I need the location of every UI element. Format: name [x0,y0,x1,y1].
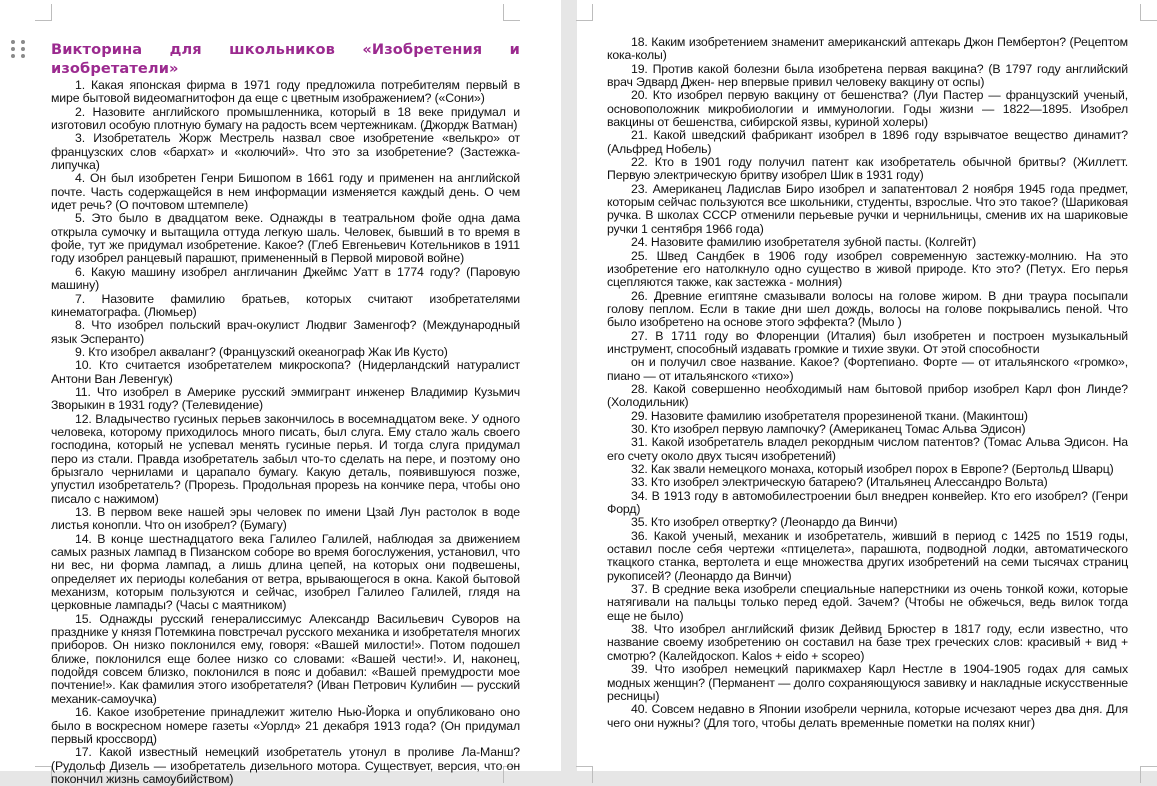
drag-handle-icon[interactable] [11,40,27,60]
margin-corner-mark [503,4,520,21]
quiz-question: 33. Кто изобрел электрическую батарею? (Итальянец Алессандро Вольта) [631,475,1048,490]
question-list-right [607,36,1128,730]
quiz-question: 2. Назовите английского промышленника, который в 18 веке придумал и изготовил особую плотную бумагу на радость всем чертежникам. (Джордж Ватман) [51,104,520,133]
quiz-question: 5. Это было в двадцатом веке. Однажды в театральном фойе одна дама открыла сумочку и вытащила оттуда легкую шаль. Человек, бывший в то время в фойе, тут же придумал изобретение. Какое? (Глеб Евгеньевич Котельников в 1911 году изобрел ранцевый парашют, примененный в Первой мировой войне) [51,211,520,266]
quiz-question: 39. Что изобрел немецкий парикмахер Карл Нестле в 1904-1905 годах для самых модных женщин? (Перманент — долго сохраняющуюся завивку и накладные искусственные ресницы) [607,662,1128,703]
quiz-question: 13. В первом веке нашей эры человек по имени Цзай Лун растолок в воде листья конопли. Что он изобрел? (Бумагу) [51,505,520,533]
quiz-question: 14. В конце шестнадцатого века Галилео Галилей, наблюдая за движением самых разных лампад в Пизанском соборе во время богослужения, установил, что ни вес, ни форма лампад, а лишь длина цепей, на которых они подвешены, определяет их периоды колебания от ветра, врывающегося в окна. Какой бытовой механизм, которым пользуются и сейчас, изобрел Галилео Галилей, глядя на церковные лампады? (Часы с маятником) [51,531,520,613]
document-page-right [577,0,1157,771]
quiz-question: 35. Кто изобрел отвертку? (Леонардо да Винчи) [631,515,898,530]
quiz-question: 26. Древние египтяне смазывали волосы на голове жиром. В дни траура посыпали голову пеплом. Если в такие дни шел дождь, волосы на голове покрывались пеной. Что было изобретено на основе этого эффекта? (Мыло ) [607,288,1128,330]
quiz-question: 9. Кто изобрел акваланг? (Французский океанограф Жак Ив Кусто) [75,344,448,359]
quiz-question: 23. Американец Ладислав Биро изобрел и запатентовал 2 ноября 1945 года предмет, которым сейчас пользуются все школьники, студенты, взрослые. Что это такое? (Шариковая ручка. В школах СССР отменили перьевые ручки и чернильницы, сменив их на шариковые ручки 1 сентября 1966 года) [607,181,1128,236]
quiz-question: 7. Назовите фамилию братьев, которых считают изобретателями кинематографа. (Люмьер) [51,291,520,319]
quiz-question: он и получил свое название. Какое? (Фортепиано. Форте — от итальянского «громко», пиано — от итальянского «тихо») [607,355,1128,383]
quiz-question: 31. Какой изобретатель владел рекордным числом патентов? (Томас Альва Эдисон. На его счету около двух тысяч изобретений) [607,435,1128,463]
quiz-question: 22. Кто в 1901 году получил патент как изобретатель обычной бритвы? (Жиллетт. Первую электрическую бритву изобрел Шик в 1931 году) [607,155,1128,183]
quiz-question: 16. Какое изобретение принадлежит жителю Нью-Йорка и опубликовано оно было в воскресном номере газеты «Уорлд» 21 декабря 1913 года? (Он придумал первый кроссворд) [51,705,520,746]
quiz-question: 8. Что изобрел польский врач-окулист Людвиг Заменгоф? (Международный язык Эсперанто) [51,318,520,346]
margin-corner-mark [1140,4,1157,21]
quiz-question: 17. Какой известный немецкий изобретатель утонул в проливе Ла-Манш? (Рудольф Дизель — изобретатель дизельного мотора. Существует, версия, что он покончил жизнь самоубийством) [51,745,520,786]
margin-corner-mark [1140,766,1157,783]
quiz-question: 19. Против какой болезни была изобретена первая вакцина? (В 1797 году английский врач Эдвард Джен- нер впервые привил человеку вакцину от оспы) [607,61,1128,90]
quiz-question: 37. В средние века изобрели специальные наперстники из очень тонкой кожи, которые натягивали на пальцы только перед едой. Зачем? (Чтобы не обжечься, ведь вилок тогда еще не было) [607,582,1128,623]
quiz-question: 6. Какую машину изобрел англичанин Джеймс Уатт в 1774 году? (Паровую машину) [51,264,520,293]
quiz-question: 15. Однажды русский генералиссимус Александр Васильевич Суворов на празднике у князя Потемкина повстречал русского механика и изобретателя многих приборов. Он низко поклонился ему, говоря: «Вашей милости!». Потом подошел ближе, поклонился еще более низко со словами: «Вашей чести!». И, наконец, подойдя совсем близко, поклонился в пояс и добавил: «Вашей премудрости мое почтение!». Как фамилия этого изобретателя? (Иван Петрович Кулибин — русский механик-самоучка) [51,611,520,706]
quiz-question: 27. В 1711 году во Флоренции (Италия) был изобретен и построен музыкальный инструмент, способный издавать громкие и тихие звуки. От этой способности [607,328,1128,356]
quiz-question: 32. Как звали немецкого монаха, который изобрел порох в Европе? (Бертольд Шварц) [631,462,1114,476]
quiz-question: 12. Владычество гусиных перьев закончилось в восемнадцатом веке. У одного человека, которому приходилось много писать, был слуга. Ему стало жаль своего господина, который не успевал менять гусиные перья. И тогда слуга придумал перо из стали. Правда изобретатель забыл что-то сделать на пере, и поэтому оно брызгало чернилами и царапало бумагу. Какую деталь, появившуюся позже, упустил изобретатель? (Прорезь. Продольная прорезь на кончике пера, чтобы оно писало с нажимом) [51,411,520,506]
document-title: Викторина для школьников «Изобретения и изобретатели» [51,41,520,77]
margin-corner-mark [35,4,52,21]
page-left-text[interactable] [51,40,520,786]
quiz-question: 29. Назовите фамилию изобретателя прорезиненой ткани. (Макинтош) [631,408,1028,423]
quiz-question: 40. Совсем недавно в Японии изобрели чернила, которые исчезают через два дня. Для чего они нужны? (Для того, чтобы делать временные пометки на полях книг) [607,702,1128,730]
quiz-question: 34. В 1913 году в автомобилестроении был внедрен конвейер. Кто его изобрел? (Генри Форд) [607,488,1128,517]
quiz-question: 20. Кто изобрел первую вакцину от бешенства? (Луи Пастер — французский ученый, основоположник микробиологии и иммунологии. Годы жизни — 1822—1895. Изобрел вакцины от бешенства, сибирской язвы, куриной холеры) [607,88,1128,130]
quiz-question: 30. Кто изобрел первую лампочку? (Американец Томас Альва Эдисон) [631,421,1026,436]
quiz-question: 4. Он был изобретен Генри Бишопом в 1661 году и применен на английской почте. Часть содержащейся в нем информации изменяется каждый день. О чем идет речь? (О почтовом штемпеле) [51,171,520,213]
quiz-question: 38. Что изобрел английский физик Дейвид Брюстер в 1817 году, если известно, что название своему изобретению он составил на базе трех греческих слов: красивый + вид + смотрю? (Калейдоскоп. Kalos + eido + scopeo) [607,622,1128,663]
quiz-question: 18. Каким изобретением знаменит американский аптекарь Джон Пембертон? (Рецептом кока-колы) [607,35,1128,63]
margin-corner-mark [576,4,593,21]
quiz-question: 28. Какой совершенно необходимый нам бытовой прибор изобрел Карл фон Линде? (Холодильник) [607,381,1128,410]
margin-corner-mark [576,766,593,783]
quiz-question: 11. Что изобрел в Америке русский эммигрант инженер Владимир Кузьмич Зворыкин в 1931 году? (Телевидение) [51,384,520,413]
quiz-question: 1. Какая японская фирма в 1971 году предложила потребителям первый в мире бытовой видеомагнитофон да еще с цветным изображением? («Сони») [51,78,520,106]
margin-corner-mark [35,766,52,783]
quiz-question: 36. Какой ученый, механик и изобретатель, живший в период с 1425 по 1519 годы, оставил после себя чертежи «птицелета», парашюта, подводной лодки, автоматического ткацкого станка, вертолета и еще множества других изобретений на семи тысячах страниц рукописей? (Леонардо да Винчи) [607,528,1128,583]
quiz-question: 10. Кто считается изобретателем микроскопа? (Нидерландский натуралист Антони Ван Левенгук) [51,358,520,386]
quiz-question: 24. Назовите фамилию изобретателя зубной пасты. (Колгейт) [631,235,977,250]
quiz-question: 3. Изобретатель Жорж Местрель назвал свое изобретение «велькро» от французских слов «бархат» и «колючий». Что это за изобретение? (Застежка-липучка) [51,131,520,173]
quiz-question: 25. Швед Сандбек в 1906 году изобрел современную застежку-молнию. На это изобретение его натолкнуло одно существо в живой природе. Кто это? (Петух. Его перья сцепляются также, как застежка - молния) [607,248,1128,290]
quiz-question: 21. Какой шведский фабрикант изобрел в 1896 году взрывчатое вещество динамит? (Альфред Нобель) [607,128,1128,156]
page-right-text[interactable] [607,36,1128,730]
document-page-left [0,0,561,786]
question-list-left [51,79,520,786]
